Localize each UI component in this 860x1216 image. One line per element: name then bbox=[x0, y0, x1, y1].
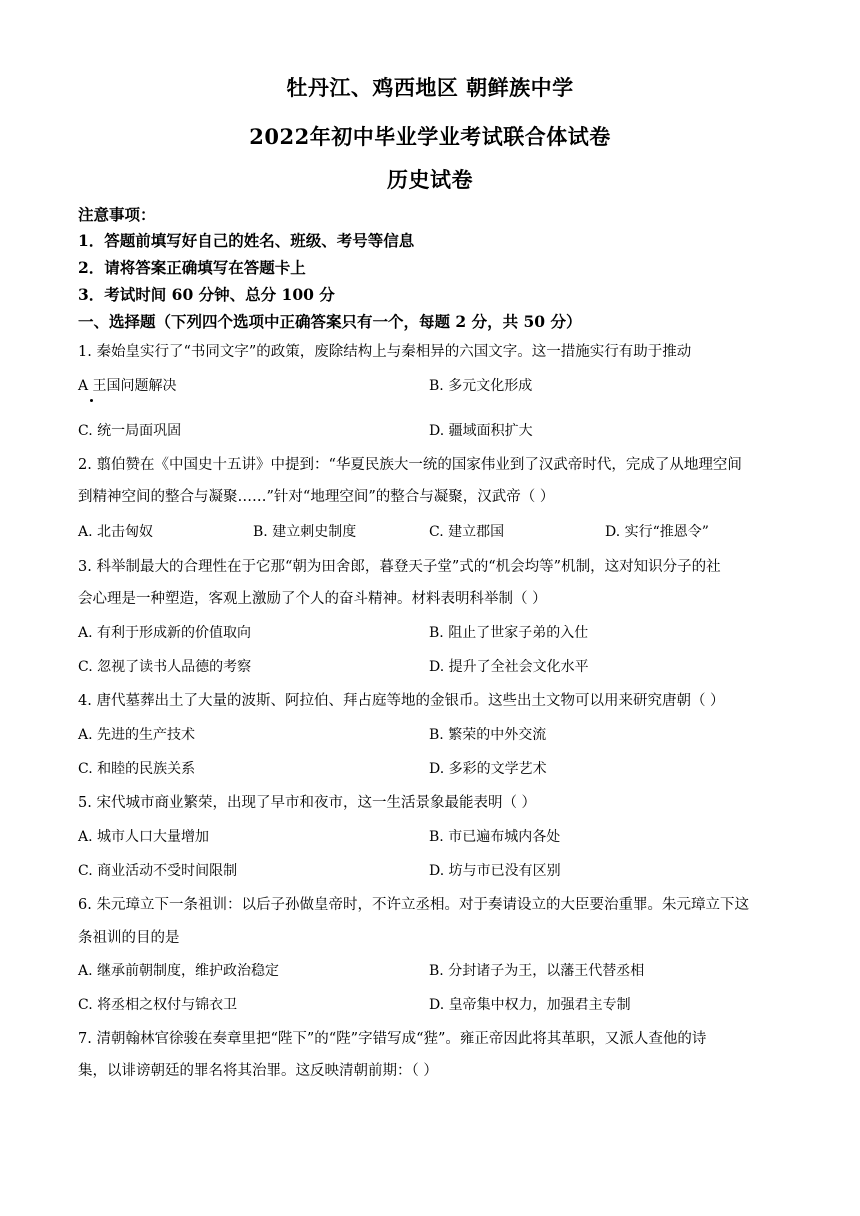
option-d: D. 皇帝集中权力，加强君主专制 bbox=[429, 997, 631, 1013]
option-b: B. 繁荣的中外交流 bbox=[429, 727, 547, 743]
option-c: C. 忽视了读书人品德的考察 bbox=[78, 659, 252, 675]
stray-dot bbox=[90, 399, 93, 402]
option-d: D. 提升了全社会文化水平 bbox=[429, 659, 589, 675]
option-d: D. 坊与市已没有区别 bbox=[429, 863, 561, 879]
question-stem: 4. 唐代墓葬出土了大量的波斯、阿拉伯、拜占庭等地的金银币。这些出土文物可以用来研究唐朝（ ） bbox=[78, 693, 725, 709]
question-stem: 5. 宋代城市商业繁荣，出现了早市和夜市，这一生活景象最能表明（ ） bbox=[78, 795, 537, 811]
question-stem: 会心理是一种塑造，客观上激励了个人的奋斗精神。材料表明科举制（ ） bbox=[78, 591, 547, 607]
option-a: A. 城市人口大量增加 bbox=[78, 829, 210, 845]
option-b: B. 阻止了世家子弟的入仕 bbox=[429, 625, 589, 641]
question-stem: 条祖训的目的是 bbox=[78, 930, 180, 946]
option-a: A. 有利于形成新的价值取向 bbox=[78, 625, 252, 641]
notes-item: 2．请将答案正确填写在答题卡上 bbox=[78, 258, 306, 277]
exam-title: 2022年初中毕业学业考试联合体试卷 bbox=[249, 124, 611, 149]
option-c: C. 和睦的民族关系 bbox=[78, 761, 196, 777]
question-stem: 集，以诽谤朝廷的罪名将其治罪。这反映清朝前期：（ ） bbox=[78, 1063, 438, 1079]
notes-heading: 注意事项： bbox=[78, 205, 156, 224]
question-stem: 3. 科举制最大的合理性在于它那“朝为田舍郎，暮登天子堂”式的“机会均等”机制，这对知识分子的社 bbox=[78, 559, 721, 575]
option-d: D. 多彩的文学艺术 bbox=[429, 761, 547, 777]
question-stem: 6. 朱元璋立下一条祖训：以后子孙做皇帝时，不许立丞相。对于奏请设立的大臣要治重罪。朱元璋立下这 bbox=[78, 897, 749, 913]
option-c: C. 统一局面巩固 bbox=[78, 423, 182, 439]
option-b: B. 多元文化形成 bbox=[429, 378, 533, 394]
option-a: A. 北击匈奴 bbox=[78, 524, 154, 540]
option-a: A 王国问题解决 bbox=[78, 378, 177, 394]
notes-item: 1．答题前填写好自己的姓名、班级、考号等信息 bbox=[78, 231, 415, 250]
option-c: C. 商业活动不受时间限制 bbox=[78, 863, 238, 879]
question-stem: 2. 翦伯赞在《中国史十五讲》中提到：“华夏民族大一统的国家伟业到了汉武帝时代，完成了从地理空间 bbox=[78, 457, 742, 473]
option-c: C. 建立郡国 bbox=[429, 524, 505, 540]
option-a: A. 先进的生产技术 bbox=[78, 727, 196, 743]
option-b: B. 分封诸子为王，以藩王代替丞相 bbox=[429, 963, 645, 979]
section-heading: 一、选择题（下列四个选项中正确答案只有一个，每题 2 分，共 50 分） bbox=[78, 312, 582, 331]
school-title: 牡丹江、鸡西地区 朝鲜族中学 bbox=[286, 75, 574, 100]
question-stem: 到精神空间的整合与凝聚……”针对“地理空间”的整合与凝聚，汉武帝（ ） bbox=[78, 489, 555, 505]
option-d: D. 疆域面积扩大 bbox=[429, 423, 533, 439]
notes-item: 3．考试时间 60 分钟、总分 100 分 bbox=[78, 285, 335, 304]
option-a: A. 继承前朝制度，维护政治稳定 bbox=[78, 963, 280, 979]
subject-title: 历史试卷 bbox=[387, 167, 473, 192]
option-d: D. 实行“推恩令” bbox=[605, 524, 709, 540]
option-b: B. 市已遍布城内各处 bbox=[429, 829, 561, 845]
question-stem: 1. 秦始皇实行了“书同文字”的政策，废除结构上与秦相异的六国文字。这一措施实行有助于推动 bbox=[78, 344, 692, 360]
question-stem: 7. 清朝翰林官徐骏在奏章里把“陛下”的“陛”字错写成“狴”。雍正帝因此将其革职，又派人查他的诗 bbox=[78, 1031, 707, 1047]
option-b: B. 建立刺史制度 bbox=[253, 524, 357, 540]
option-c: C. 将丞相之权付与锦衣卫 bbox=[78, 997, 238, 1013]
